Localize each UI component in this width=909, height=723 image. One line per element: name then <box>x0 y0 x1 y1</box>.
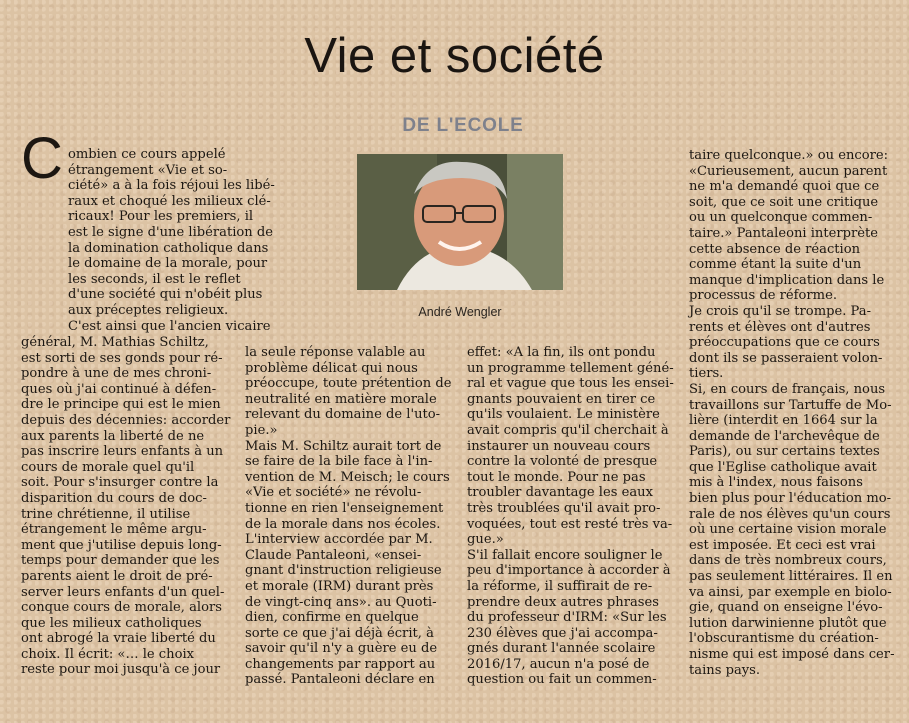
text-line: général, M. Mathias Schiltz, <box>21 335 209 350</box>
text-line: voquées, tout est resté très va- <box>467 516 673 532</box>
text-line: la domination catholique dans <box>68 240 269 256</box>
text-line: troubler davantage les eaux <box>467 485 653 501</box>
text-line: soit. Pour s'insurger contre la <box>21 475 219 491</box>
text-line: l'obscurantisme du création- <box>689 631 879 647</box>
article-column-1-continued <box>21 335 249 678</box>
text-line: problème délicat qui nous <box>245 360 418 376</box>
text-line: aux parents la liberté de ne <box>21 428 205 444</box>
text-line: pas inscrire leurs enfants à un <box>21 444 224 460</box>
text-line: tiers. <box>689 366 724 382</box>
text-line: rents et élèves ont d'autres <box>689 319 871 335</box>
text-line: se faire de la bile face à l'in- <box>245 454 433 470</box>
text-line: 2016/17, aucun n'a posé de <box>467 656 650 672</box>
text-line: ciété» a à la fois réjoui les libé- <box>68 178 275 194</box>
text-line: dans de très nombreux cours, <box>689 553 887 569</box>
text-line: processus de réforme. <box>689 288 837 304</box>
text-line: effet: «A la fin, ils ont pondu <box>467 345 656 360</box>
text-line: S'il fallait encore souligner le <box>467 547 663 563</box>
text-line: d'une société qui n'obéit plus <box>68 287 263 303</box>
text-line: dre le principe qui est le mien <box>21 397 221 413</box>
text-line: de la morale dans nos écoles. <box>245 516 441 532</box>
text-line: relevant du domaine de l'uto- <box>245 407 441 423</box>
text-line: comme étant la suite d'un <box>689 257 862 273</box>
text-line: préoccupations que ce cours <box>689 335 880 351</box>
article-column-4 <box>689 148 909 678</box>
text-line: nisme qui est imposé dans cer- <box>689 647 895 662</box>
text-line: tains pays. <box>689 662 761 678</box>
text-line: est sorti de ses gonds pour ré- <box>21 350 223 366</box>
article-column-3 <box>467 345 680 688</box>
text-line: lution darwinienne plutôt que <box>689 615 887 631</box>
text-line: manque d'implication dans le <box>689 272 885 288</box>
text-line: un programme tellement géné- <box>467 360 674 376</box>
text-line: sorte ce que j'ai déjà écrit, à <box>245 625 434 641</box>
text-line: dien, confirme en quelque <box>245 610 419 626</box>
text-line: Paris), ou sur certains textes <box>689 444 880 460</box>
text-line: C'est ainsi que l'ancien vicaire <box>68 318 271 334</box>
text-line: ques où j'ai continué à défen- <box>21 381 217 397</box>
text-line: où une certaine vision morale <box>689 522 887 538</box>
text-line: ment que j'utilise depuis long- <box>21 537 222 553</box>
text-line: depuis des décennies: accorder <box>21 412 231 428</box>
section-heading: DE L'ECOLE <box>402 115 524 136</box>
text-line: reste pour moi jusqu'à ce jour <box>21 662 221 678</box>
text-line: server leurs enfants d'un quel- <box>21 584 225 600</box>
text-line: gie, quand on enseigne l'évo- <box>689 600 883 616</box>
text-line: savoir qu'il n'y a guère eu de <box>245 641 438 657</box>
text-line: prendre deux autres phrases <box>467 594 659 610</box>
text-line: du professeur d'IRM: «Sur les <box>467 610 667 626</box>
text-line: soit, que ce soit une critique <box>689 194 879 210</box>
text-line: va ainsi, par exemple en biolo- <box>689 584 892 600</box>
text-line: vention de M. Meisch; le cours <box>245 469 450 485</box>
text-line: ne m'a demandé quoi que ce <box>689 179 880 195</box>
text-line: cours de morale quel qu'il <box>21 459 195 475</box>
text-line: 230 élèves que j'ai accompa- <box>467 625 658 641</box>
text-line: contre la volonté de presque <box>467 454 658 470</box>
text-line: Si, en cours de français, nous <box>689 381 886 397</box>
text-line: L'interview accordée par M. <box>245 532 433 548</box>
text-line: dont ils se passeraient volon- <box>689 350 883 366</box>
text-line: le domaine de la morale, pour <box>68 256 268 272</box>
text-line: pas seulement littéraires. Il en <box>689 569 893 585</box>
text-line: peu d'importance à accorder à <box>467 563 671 579</box>
text-line: demande de l'archevêque de <box>689 428 880 444</box>
text-line: ricaux! Pour les premiers, il <box>68 209 254 225</box>
text-line: taire quelconque.» ou encore: <box>689 148 889 163</box>
text-line: gnés durant l'année scolaire <box>467 641 656 657</box>
author-photo <box>357 154 563 290</box>
text-line: pondre à une de mes chroni- <box>21 366 212 382</box>
article-column-2 <box>245 345 457 688</box>
text-line: Je crois qu'il se trompe. Pa- <box>689 303 872 319</box>
text-line: la seule réponse valable au <box>245 345 426 360</box>
text-line: très troublées qu'il avait pro- <box>467 500 661 516</box>
text-line: la réforme, il suffirait de re- <box>467 578 653 594</box>
text-line: trine chrétienne, il utilise <box>21 506 191 522</box>
text-line: avait compris qu'il cherchait à <box>467 422 669 438</box>
text-line: choix. Il écrit: «… le choix <box>21 646 195 662</box>
text-line: conque cours de morale, alors <box>21 600 222 616</box>
text-line: est imposée. Et ceci est vrai <box>689 537 876 553</box>
text-line: taire.» Pantaleoni interprète <box>689 225 879 241</box>
text-line: rale de nos élèves qu'un cours <box>689 506 891 522</box>
text-line: raux et choqué les milieux clé- <box>68 193 271 209</box>
text-line: disparition du cours de doc- <box>21 490 207 506</box>
text-line: Mais M. Schiltz aurait tort de <box>245 438 442 454</box>
text-line: temps pour demander que les <box>21 553 220 569</box>
page-title: Vie et société <box>304 29 605 83</box>
text-line: et morale (IRM) durant près <box>245 578 434 594</box>
text-line: travaillons sur Tartuffe de Mo- <box>689 397 892 413</box>
text-line: neutralité en matière morale <box>245 391 437 407</box>
text-line: les seconds, il est le reflet <box>68 271 241 287</box>
text-line: mis à l'index, nous faisons <box>689 475 863 491</box>
text-line: changements par rapport au <box>245 656 436 672</box>
drop-cap: C <box>21 126 63 191</box>
text-line: de vingt-cinq ans». au Quoti- <box>245 594 437 610</box>
text-line: cette absence de réaction <box>689 241 861 257</box>
text-line: étrangement «Vie et so- <box>68 162 228 178</box>
text-line: tionne en rien l'enseignement <box>245 500 444 516</box>
text-line: instaurer un nouveau cours <box>467 438 651 454</box>
text-line: est le signe d'une libération de <box>68 224 274 240</box>
text-line: tout le monde. Pour ne pas <box>467 469 646 485</box>
text-line: question ou fait un commen- <box>467 672 657 688</box>
text-line: gnants pouvaient en tirer ce <box>467 391 656 407</box>
photo-caption: André Wengler <box>418 305 502 319</box>
text-line: lière (interdit en 1664 sur la <box>689 413 878 429</box>
text-line: gnant d'instruction religieuse <box>245 563 442 579</box>
author-portrait-image <box>357 154 563 290</box>
text-line: «Curieusement, aucun parent <box>689 163 888 179</box>
text-line: Claude Pantaleoni, «ensei- <box>245 547 422 563</box>
text-line: bien plus pour l'éducation mo- <box>689 491 892 507</box>
text-line: que l'Eglise catholique avait <box>689 459 877 475</box>
text-line: passé. Pantaleoni déclare en <box>245 672 435 688</box>
text-line: ou un quelconque commen- <box>689 210 873 226</box>
text-line: préoccupe, toute prétention de <box>245 376 452 392</box>
text-line: «Vie et société» ne révolu- <box>245 485 422 501</box>
text-line: ont abrogé la vraie liberté du <box>21 631 216 647</box>
text-line: qu'ils voulaient. Le ministère <box>467 407 660 423</box>
text-line: ombien ce cours appelé <box>68 147 226 162</box>
text-line: aux préceptes religieux. <box>68 302 229 318</box>
text-line: que les milieux catholiques <box>21 615 202 631</box>
article-column-1 <box>68 147 275 334</box>
text-line: pie.» <box>245 422 278 438</box>
text-line: gue.» <box>467 532 504 548</box>
text-line: étrangement le même argu- <box>21 522 207 538</box>
text-line: parents aient le droit de pré- <box>21 568 213 584</box>
text-line: ral et vague que tous les ensei- <box>467 376 674 392</box>
